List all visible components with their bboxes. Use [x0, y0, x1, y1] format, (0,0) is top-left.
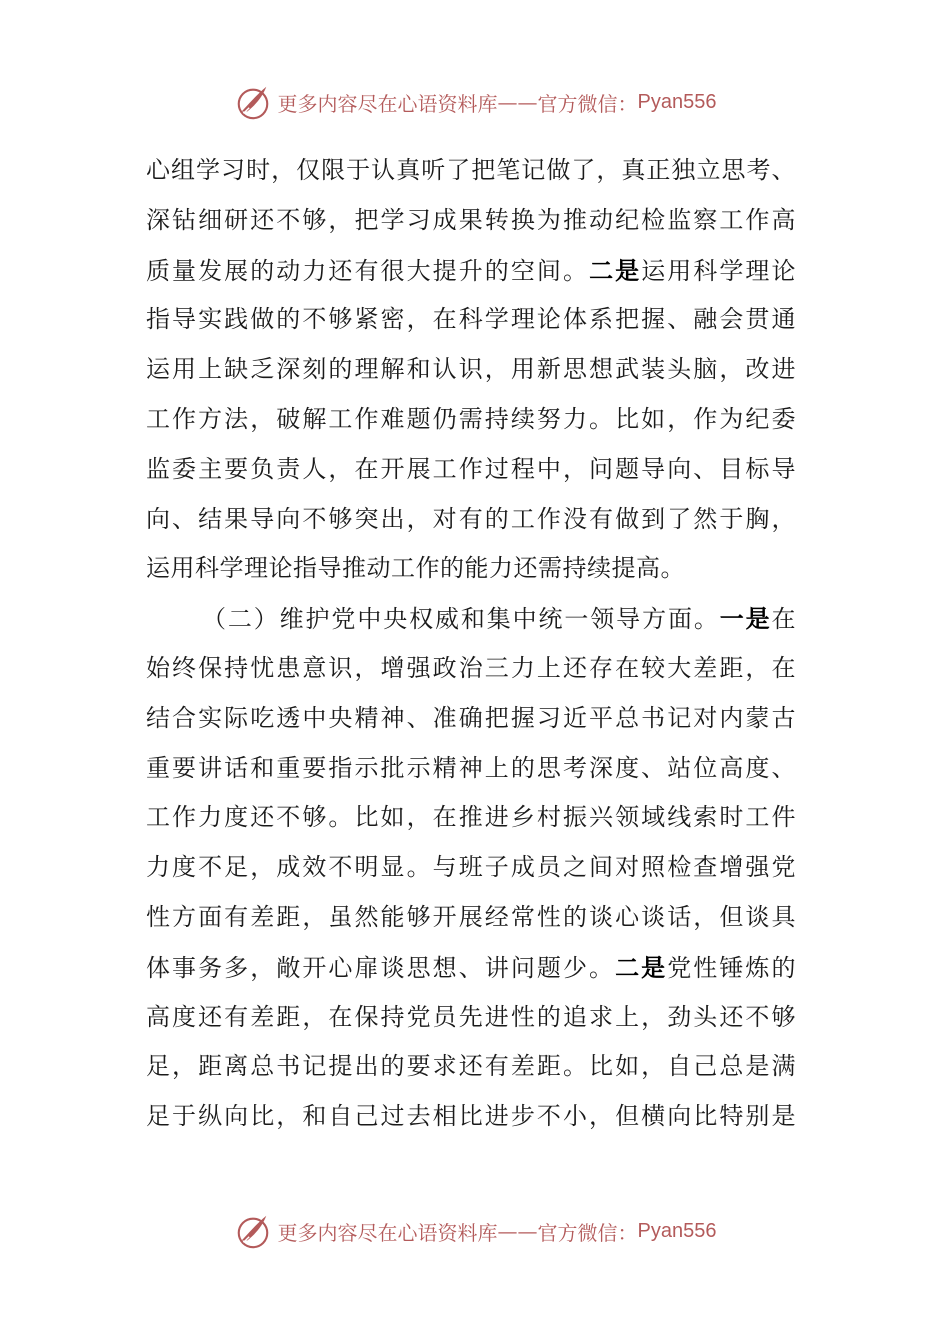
text-line: 足于纵向比，和自己过去相比进步不小，但横向比特别是 [146, 1102, 796, 1131]
text-segment: 体事务多，敞开心扉谈思想、讲问题少。 [146, 953, 616, 982]
bold-marker: 二是 [589, 255, 642, 285]
watermark-dash: —— [497, 90, 538, 114]
text-line: 足，距离总书记提出的要求还有差距。比如，自己总是满 [146, 1052, 796, 1081]
watermark-main-text: 更多内容尽在心语资料库 [277, 1220, 498, 1245]
text-line: 深钻细研还不够，把学习成果转换为推动纪检监察工作高 [146, 205, 796, 234]
text-segment: 党性锤炼的 [667, 953, 796, 982]
watermark-wechat-label: 官方微信： [537, 1220, 638, 1245]
watermark-wechat-id: Pyan556 [637, 90, 717, 113]
text-line [146, 943, 796, 993]
quill-logo-icon [234, 83, 272, 121]
quill-logo-icon [234, 1212, 272, 1250]
text-line: 高度还有差距，在保持党员先进性的追求上，劲头还不够 [146, 1002, 796, 1031]
text-segment: （二）维护党中央权威和集中统一领导方面。 [202, 605, 720, 634]
text-line: 工作方法，破解工作难题仍需持续努力。比如，作为纪委 [146, 404, 796, 433]
text-segment: 运用科学理论 [641, 256, 796, 285]
footer-watermark [0, 1209, 950, 1253]
text-line: 结合实际吃透中央精神、准确把握习近平总书记对内蒙古 [146, 703, 796, 732]
watermark-main-text: 更多内容尽在心语资料库 [277, 91, 498, 116]
text-line: 工作力度还不够。比如，在推进乡村振兴领域线索时工件 [146, 803, 796, 832]
header-watermark [0, 80, 950, 124]
text-line: 力度不足，成效不明显。与班子成员之间对照检查增强党 [146, 853, 796, 882]
watermark-wechat-label: 官方微信： [537, 91, 638, 116]
text-segment: 质量发展的动力还有很大提升的空间。 [146, 256, 590, 285]
document-body [146, 146, 796, 1142]
watermark-wechat-id: Pyan556 [637, 1219, 717, 1242]
text-line: 运用科学理论指导推动工作的能力还需持续提高。 [146, 554, 685, 583]
text-line: 性方面有差距，虽然能够开展经常性的谈心谈话，但谈具 [146, 902, 796, 931]
text-line: 指导实践做的不够紧密，在科学理论体系把握、融会贯通 [146, 305, 796, 334]
section-heading-line [146, 594, 796, 644]
text-line: 心组学习时，仅限于认真听了把笔记做了，真正独立思考、 [146, 156, 796, 184]
text-line: 重要讲话和重要指示批示精神上的思考深度、站位高度、 [146, 753, 796, 782]
text-line: 向、结果导向不够突出，对有的工作没有做到了然于胸， [146, 504, 796, 533]
text-line: 运用上缺乏深刻的理解和认识，用新思想武装头脑，改进 [146, 355, 796, 384]
text-line [146, 246, 796, 296]
text-line: 始终保持忧患意识，增强政治三力上还存在较大差距，在 [146, 653, 796, 682]
text-line: 监委主要负责人，在开展工作过程中，问题导向、目标导 [146, 454, 796, 483]
bold-marker: 二是 [615, 952, 668, 982]
bold-marker: 一是 [719, 604, 772, 634]
text-segment: 在 [771, 605, 797, 634]
watermark-dash: —— [497, 1219, 538, 1243]
